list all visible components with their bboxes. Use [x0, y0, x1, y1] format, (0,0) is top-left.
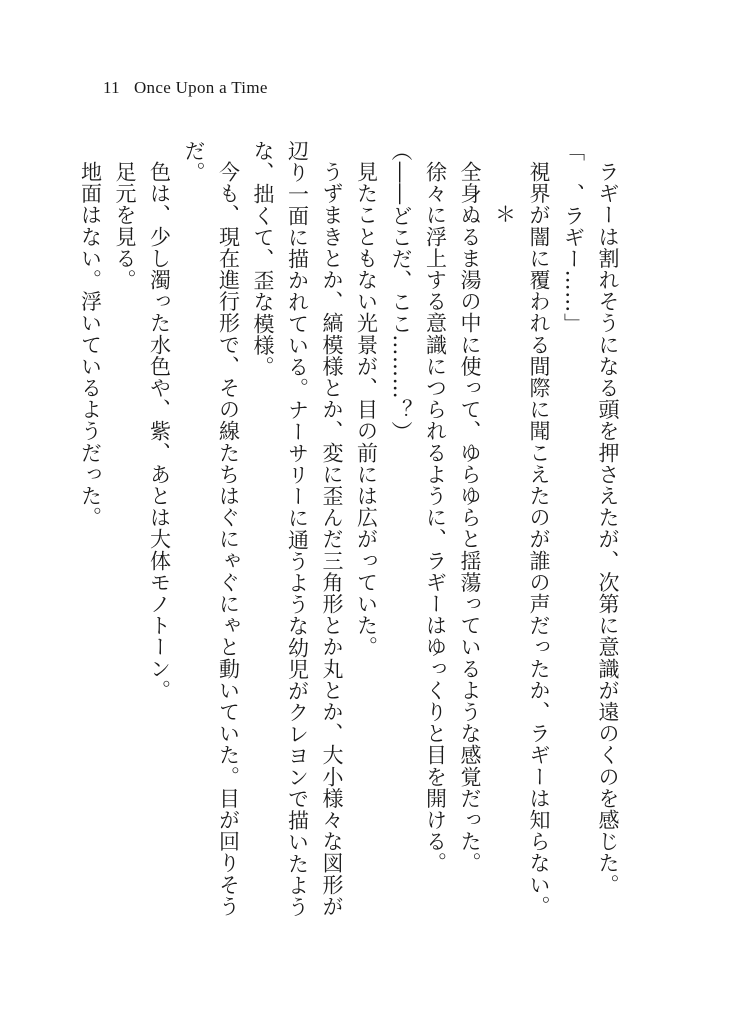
paragraph-10: 色は、少し濁った水色や、紫、あとは大体モノトーン。 — [147, 161, 172, 701]
paragraph-12: 地面はない。浮いているようだった。 — [78, 161, 103, 529]
paragraph-6-thought: （――どこだ、ここ………？） — [389, 140, 413, 443]
paragraph-11: 足元を見る。 — [113, 161, 137, 291]
vertical-text-block — [73, 140, 625, 920]
running-title: Once Upon a Time — [133, 78, 268, 97]
paragraph-1: ラギーは割れそうになる頭を押さえたが、次第に意識が遠のくのを感じた。 — [596, 161, 620, 896]
paragraph-8: うずまきとか、縞模様とか、変に歪んだ三角形とか丸とか、大小様々な図形が辺り一面に描かれている。ナーサリーに通うような幼児がクレヨンで描いたような、拙くて、歪な模様。 — [251, 140, 344, 918]
running-head — [103, 78, 268, 98]
section-break-asterisk: ＊ — [492, 203, 517, 225]
paragraph-5: 徐々に浮上する意識につられるように、ラギーはゆっくりと目を開ける。 — [423, 161, 448, 874]
page-number: 11 — [103, 78, 120, 97]
paragraph-4: 全身ぬるま湯の中に使って、ゆらゆらと揺蕩っているような感覚だった。 — [458, 161, 482, 874]
paragraph-7: 見たこともない光景が、目の前には広がっていた。 — [354, 161, 379, 658]
paragraph-2-dialogue: 「 、ラギー……」 — [561, 140, 586, 335]
paragraph-3: 視界が闇に覆われる間際に聞こえたのが誰の声だったか、ラギーは知らない。 — [527, 161, 551, 917]
paragraph-9: 今も、現在進行形で、その線たちはぐにゃぐにゃと動いていた。目が回りそうだ。 — [182, 140, 241, 917]
